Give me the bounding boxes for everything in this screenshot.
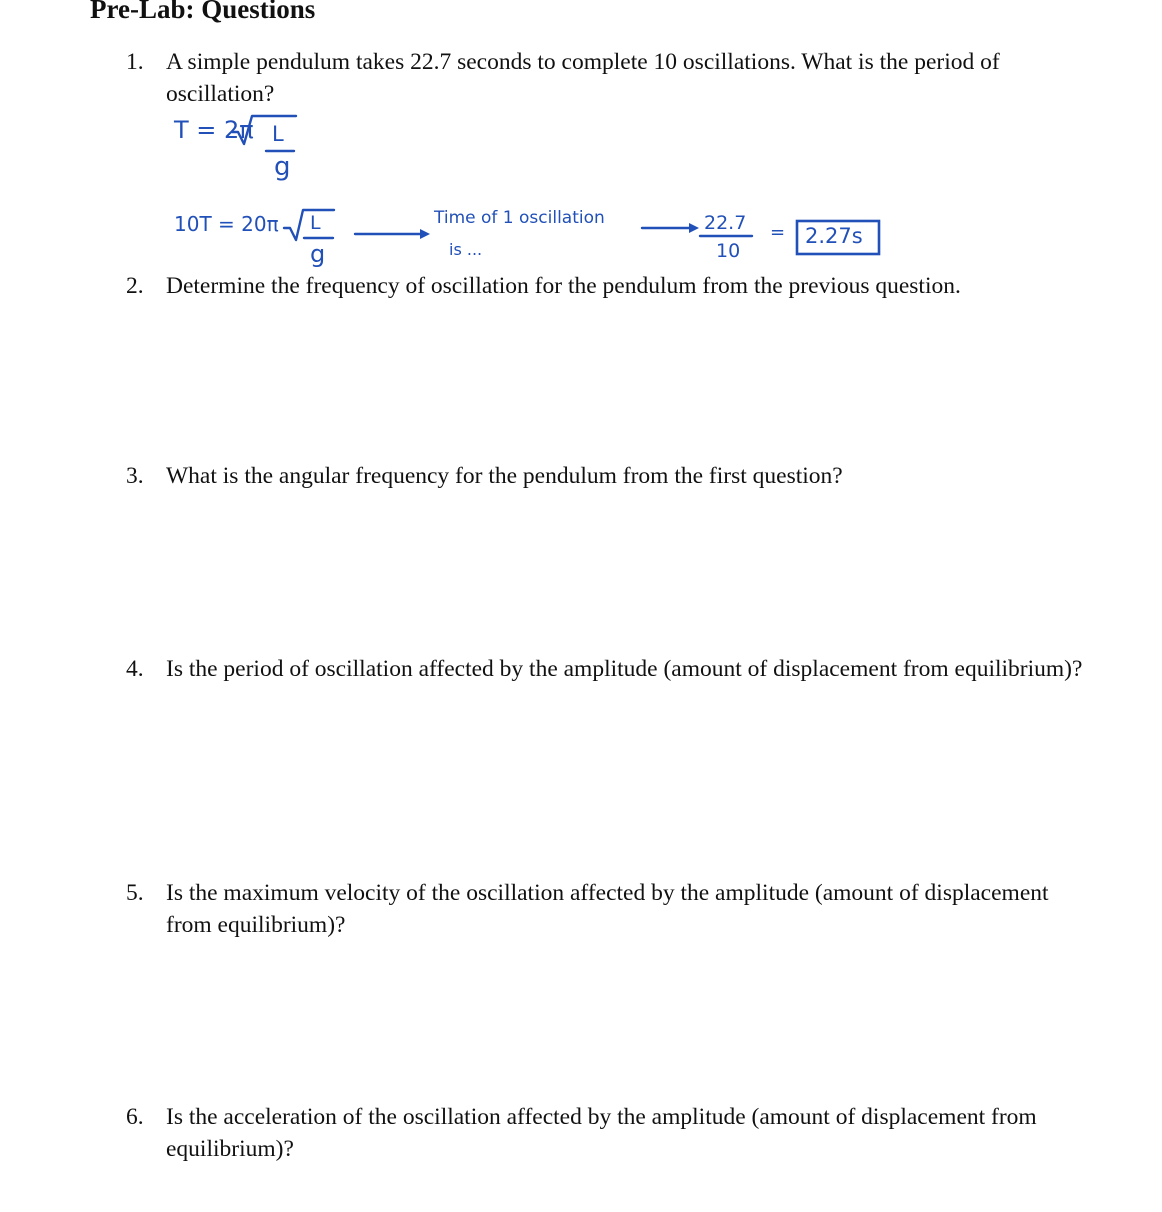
formula-period: T = 2π xyxy=(174,116,254,144)
note-line-2: is ... xyxy=(449,240,483,259)
formula-scaled-denominator: g xyxy=(310,240,326,268)
calc-numerator: 22.7 xyxy=(704,212,747,234)
question-number: 2. xyxy=(126,273,144,299)
question-text: A simple pendulum takes 22.7 seconds to complete 10 oscillations. What is the period of oscillation? xyxy=(166,49,1000,107)
question-6 xyxy=(126,1101,1086,1165)
arrow-head xyxy=(420,229,430,239)
calc-denominator: 10 xyxy=(716,240,741,262)
question-text: What is the angular frequency for the pendulum from the first question? xyxy=(166,463,843,489)
question-number: 3. xyxy=(126,463,144,489)
question-number: 4. xyxy=(126,656,144,682)
question-4 xyxy=(126,653,1086,685)
equals-sign: = xyxy=(770,222,786,243)
question-text: Is the maximum velocity of the oscillation affected by the amplitude (amount of displacement from equilibrium)? xyxy=(166,880,1049,938)
question-number: 5. xyxy=(126,880,144,906)
formula-denominator: g xyxy=(274,152,291,182)
question-text: Is the acceleration of the oscillation affected by the amplitude (amount of displacement from equilibrium)? xyxy=(166,1104,1037,1162)
question-2 xyxy=(126,270,1086,302)
formula-scaled-numerator: L xyxy=(310,212,321,234)
radical-sign xyxy=(284,210,334,240)
question-number: 6. xyxy=(126,1104,144,1130)
formula-scaled: 10T = 20π xyxy=(174,212,279,236)
question-number: 1. xyxy=(126,49,144,75)
question-3 xyxy=(126,460,1086,492)
question-text: Determine the frequency of oscillation for the pendulum from the previous question. xyxy=(166,273,961,299)
arrow-head xyxy=(689,223,699,233)
final-answer: 2.27s xyxy=(805,224,863,248)
question-5 xyxy=(126,877,1086,941)
note-line-1: Time of 1 oscillation xyxy=(434,208,605,228)
handwriting-strokes xyxy=(0,0,1162,300)
formula-numerator: L xyxy=(272,122,284,146)
page-title: Pre-Lab: Questions xyxy=(90,0,316,24)
question-text: Is the period of oscillation affected by the amplitude (amount of displacement from equilibrium)? xyxy=(166,656,1083,682)
